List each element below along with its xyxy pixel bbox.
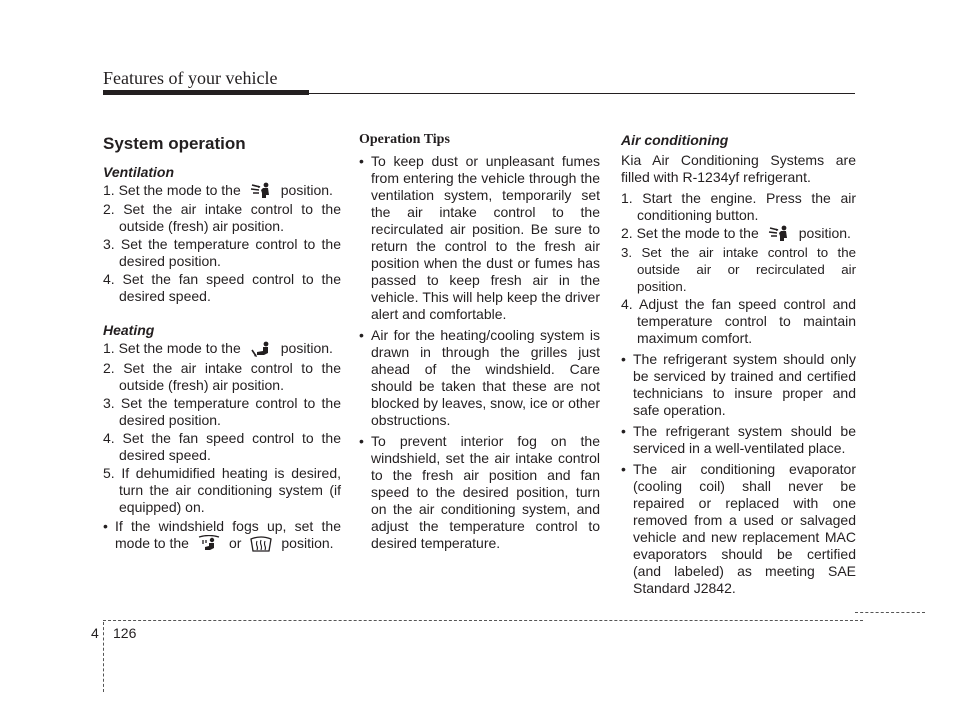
ventilation-step-1 [103, 182, 341, 200]
face-vent-mode-icon [767, 225, 791, 243]
ac-step-1: 1. Start the engine. Press the air conditioning button. [621, 190, 856, 223]
bullet-text: or [228, 534, 242, 551]
heating-step-3: 3. Set the temperature control to the desired position. [103, 394, 341, 428]
tip-bullet-3 [359, 433, 600, 552]
bullet-icon: • [359, 327, 364, 343]
floor-mode-icon [249, 341, 273, 359]
footer-rule-right [855, 612, 925, 613]
bullet-text: To prevent interior fog on the windshield, set the air intake control to the fresh air position and fan speed to the desired position, turn on the air conditioning system, and adjust the temperature control to desired temperature. [371, 433, 600, 551]
ventilation-step-4: 4. Set the fan speed control to the desired speed. [103, 271, 341, 305]
bullet-icon: • [621, 423, 626, 440]
ventilation-step-2: 2. Set the air intake control to the outside (fresh) air position. [103, 201, 341, 235]
chapter-number: 4 [91, 625, 99, 641]
heating-step-1 [103, 340, 341, 358]
floor-defrost-mode-icon [197, 535, 221, 553]
step-text: 2. Set the mode to the [621, 225, 759, 241]
face-vent-mode-icon [249, 182, 273, 200]
ventilation-step-3: 3. Set the temperature control to the desired position. [103, 236, 341, 270]
ac-step-3: 3. Set the air intake control to the outside air or recirculated air position. [621, 245, 856, 295]
windshield-defrost-icon [249, 535, 273, 553]
tip-bullet-2 [359, 327, 600, 429]
bullet-text: The refrigerant system should be serviced in a well-ventilated place. [633, 423, 856, 457]
bullet-text: The air conditioning evaporator (cooling coil) shall never be repaired or replaced with one removed from a used or salvaged vehicle and new replacement MAC evaporators should be certified (and labeled) as meeting SAE Standard J2842. [633, 461, 856, 597]
subheading-heating: Heating [103, 322, 155, 339]
step-text: position. [798, 225, 851, 241]
subheading-ventilation: Ventilation [103, 164, 175, 180]
ac-bullet-2 [621, 423, 856, 457]
step-text: 1. Set the mode to the [103, 182, 241, 198]
page-header-title: Features of your vehicle [103, 68, 278, 88]
heating-step-5: 5. If dehumidified heating is desired, turn the air conditioning system (if equipped) on. [103, 464, 341, 515]
bullet-icon: • [621, 351, 626, 368]
bullet-text: position. [281, 534, 334, 551]
bullet-icon: • [359, 433, 364, 449]
header-rule-thin [309, 93, 855, 94]
heating-bullet-fog [103, 518, 341, 553]
bullet-text: If the windshield fogs up, set the mode to the [115, 517, 341, 551]
page-number: 126 [113, 625, 137, 641]
ac-bullet-1 [621, 351, 856, 419]
heating-step-2: 2. Set the air intake control to the outside (fresh) air position. [103, 359, 341, 393]
step-text: 1. Set the mode to the [103, 340, 241, 357]
ac-step-4: 4. Adjust the fan speed control and temperature control to maintain maximum comfort. [621, 296, 856, 347]
bullet-icon: • [359, 153, 364, 169]
subheading-air-conditioning: Air conditioning [621, 132, 729, 148]
section-title-system-operation: System operation [103, 134, 246, 153]
column-system-operation [103, 131, 341, 553]
bullet-text: The refrigerant system should only be serviced by trained and certified technicians to insure proper and safe operation. [633, 351, 856, 419]
step-text: position. [280, 340, 333, 357]
column-operation-tips [359, 131, 600, 554]
bullet-icon: • [103, 517, 108, 534]
step-text: position. [280, 182, 333, 198]
footer-rule [103, 620, 863, 621]
subheading-operation-tips: Operation Tips [359, 132, 450, 147]
bullet-icon: • [621, 461, 626, 478]
ac-bullet-3 [621, 461, 856, 597]
bullet-text: Air for the heating/cooling system is drawn in through the grilles just ahead of the windshield. Care should be taken that these are not blocked by leaves, snow, ice or other obstructions. [371, 327, 600, 428]
heating-step-4: 4. Set the fan speed control to the desired speed. [103, 429, 341, 463]
ac-step-2 [621, 225, 856, 243]
footer-vertical-rule [103, 622, 104, 692]
ac-intro: Kia Air Conditioning Systems are filled with R-1234yf refrigerant. [621, 152, 856, 185]
header-rule-thick [103, 90, 309, 95]
tip-bullet-1 [359, 153, 600, 323]
bullet-text: To keep dust or unpleasant fumes from entering the vehicle through the ventilation system, temporarily set the air intake control to the recirculated air position. Be sure to return the control to the fresh air position when the dust or fumes has passed to keep fresh air in the vehicle. This will help keep the driver alert and comfortable. [371, 153, 600, 322]
column-air-conditioning [621, 131, 856, 597]
